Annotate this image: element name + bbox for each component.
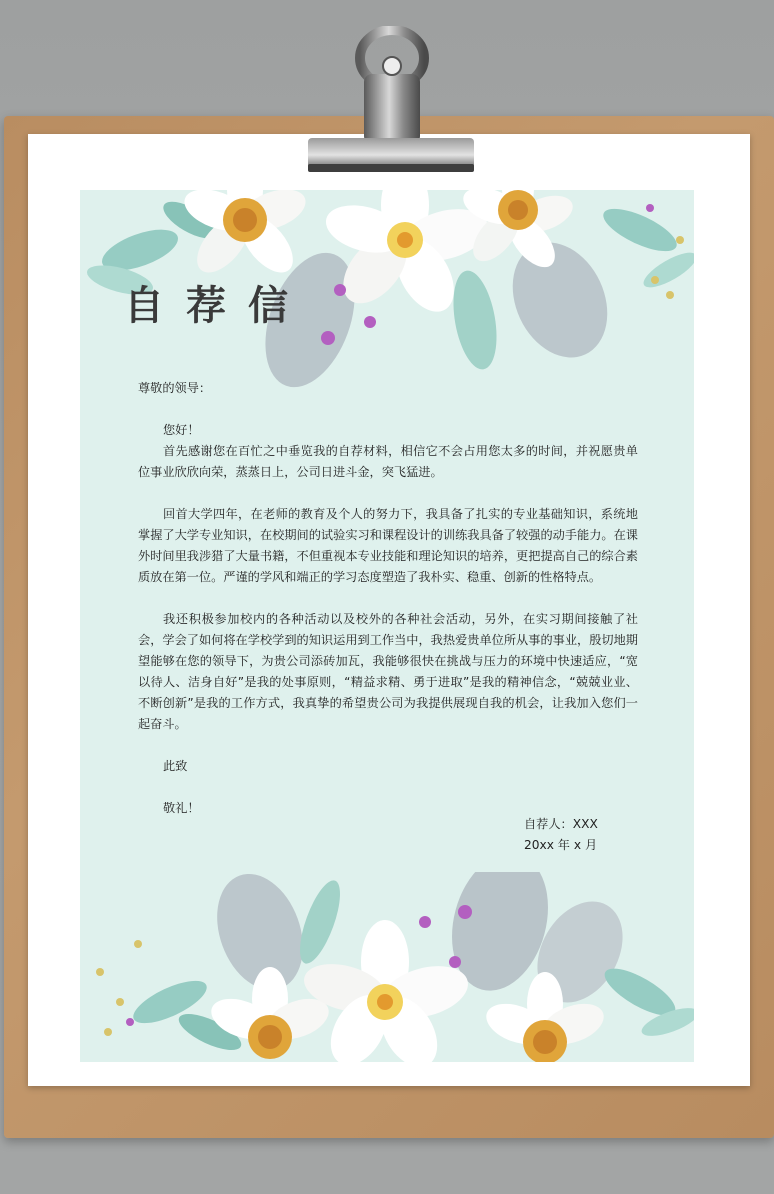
signature: 自荐人：XXX xyxy=(524,817,598,831)
page-title: 自荐信 xyxy=(124,283,310,329)
letter-sheet xyxy=(80,190,694,1062)
letter-body xyxy=(138,378,638,819)
closing-line-1: 此致 xyxy=(163,759,188,773)
date: 20xx 年 x 月 xyxy=(524,838,598,852)
paragraph-1: 首先感谢您在百忙之中垂览我的自荐材料，相信它不会占用您太多的时间，并祝愿贵单位事业欣欣向荣，蒸蒸日上，公司日进斗金，突飞猛进。 xyxy=(138,444,638,479)
floral-decoration-bottom xyxy=(80,872,694,1062)
signature-block xyxy=(524,814,598,856)
paragraph-3: 我还积极参加校内的各种活动以及校外的各种社会活动，另外，在实习期间接触了社会，学会了如何将在学校学到的知识运用到工作当中，我热爱贵单位所从事的事业，殷切地期望能够在您的领导下，为贵公司添砖加瓦，我能够很快在挑战与压力的环境中快速适应，“宽以待人、洁身自好”是我的处事原则，“精益求精、勇于进取”是我的精神信念，“兢兢业业、不断创新”是我的工作方式，我真挚的希望贵公司为我提供展现自我的机会，让我加入您们一起奋斗。 xyxy=(138,612,638,731)
salutation: 尊敬的领导： xyxy=(138,381,212,395)
binder-clip-icon xyxy=(306,26,476,176)
closing-line-2: 敬礼！ xyxy=(163,801,200,815)
greeting: 您好！ xyxy=(163,423,200,437)
paragraph-2: 回首大学四年，在老师的教育及个人的努力下，我具备了扎实的专业基础知识，系统地掌握了大学专业知识，在校期间的试验实习和课程设计的训练我具备了较强的动手能力。在课外时间里我涉猎了大量书籍，不但重视本专业技能和理论知识的培养，更把提高自己的综合素质放在第一位。严谨的学风和端正的学习态度塑造了我朴实、稳重、创新的性格特点。 xyxy=(138,507,638,584)
